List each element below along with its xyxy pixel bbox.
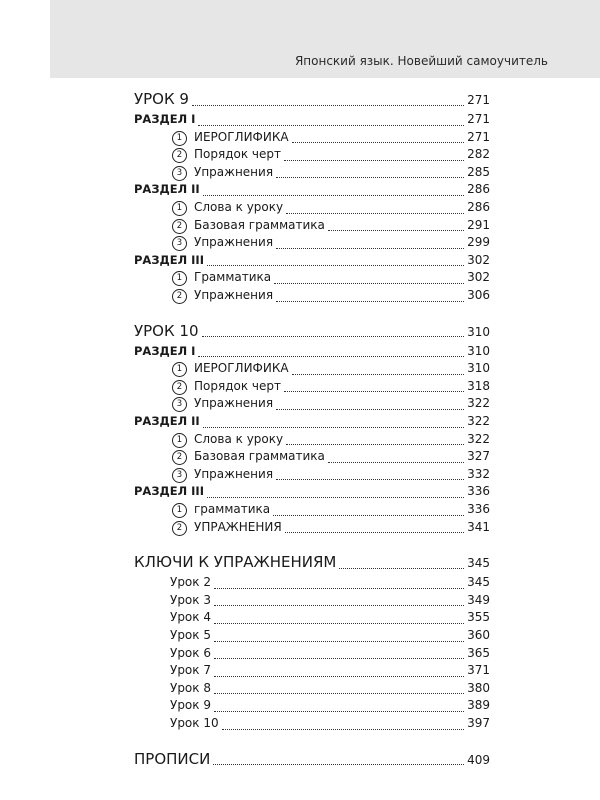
dot-leader — [192, 93, 464, 106]
toc-entry-text: Упражнения — [194, 164, 274, 179]
toc-page-number: 271 — [467, 93, 490, 107]
toc-page-number: 336 — [467, 484, 490, 499]
toc-entry-label — [172, 359, 289, 377]
toc-entry-item — [134, 145, 490, 163]
toc-entry-text: УРОК 9 — [134, 90, 189, 108]
dot-leader — [276, 165, 464, 178]
toc-entry-label — [134, 342, 195, 360]
toc-entry-text: Урок 4 — [170, 610, 211, 625]
circled-number-icon: 1 — [172, 503, 187, 518]
toc-entry-label — [170, 626, 211, 644]
toc-entry-section — [134, 412, 490, 430]
toc-page-number: 271 — [467, 129, 490, 144]
dot-leader — [207, 485, 464, 498]
toc-entry-item — [134, 465, 490, 483]
toc-page-number: 322 — [467, 414, 490, 428]
circled-number-icon: 2 — [172, 219, 187, 234]
toc-entry-lesson — [134, 322, 490, 340]
dot-leader — [339, 556, 464, 569]
toc-page-number: 282 — [467, 147, 490, 162]
toc-entry-text: ИЕРОГЛИФИКА — [194, 361, 289, 376]
toc-entry-label — [172, 500, 270, 518]
dot-leader — [214, 611, 464, 624]
toc-entry-text: Упражнения — [194, 235, 274, 250]
toc-entry-label — [134, 90, 189, 108]
toc-page-number: 306 — [467, 288, 490, 302]
toc-entry-text: Упражнения — [194, 288, 274, 302]
toc-page-number: 310 — [467, 343, 490, 358]
toc-entry-text: РАЗДЕЛ III — [134, 484, 204, 499]
toc-entry-label — [172, 145, 281, 163]
dot-leader — [286, 201, 464, 214]
toc-entry-text: Слова к уроку — [194, 200, 284, 214]
toc-entry-label — [134, 251, 204, 269]
toc-entry-label — [134, 750, 210, 768]
dot-leader — [286, 432, 464, 445]
toc-page-number: 291 — [467, 217, 490, 232]
toc-page-number: 355 — [467, 610, 490, 625]
toc-entry-text: Упражнения — [194, 466, 274, 481]
toc-entry-label — [172, 268, 271, 286]
toc-page-number: 397 — [467, 716, 490, 730]
toc-entry-text: Урок 6 — [170, 645, 211, 660]
dot-leader — [276, 236, 464, 249]
dot-leader — [284, 379, 464, 392]
toc-entry-key — [134, 661, 490, 679]
dot-leader — [276, 397, 464, 410]
toc-entry-item — [134, 500, 490, 518]
circled-number-icon: 1 — [172, 271, 187, 286]
dot-leader — [214, 629, 464, 642]
toc-entry-item — [134, 394, 490, 412]
circled-number-icon: 3 — [172, 166, 187, 181]
toc-entry-text: Базовая грамматика — [194, 217, 325, 232]
dot-leader — [214, 699, 464, 712]
toc-entry-item — [134, 286, 490, 304]
toc-page-number: 336 — [467, 502, 490, 516]
toc-entry-label — [134, 482, 204, 500]
dot-leader — [203, 415, 464, 428]
toc-entry-label — [172, 128, 289, 146]
toc-entry-label — [172, 465, 273, 483]
toc-entry-text: ПРОПИСИ — [134, 749, 211, 768]
toc-entry-label — [170, 679, 211, 697]
toc-entry-key — [134, 696, 490, 714]
toc-entry-key — [134, 679, 490, 697]
toc-entry-label — [134, 412, 200, 430]
dot-leader — [203, 183, 464, 196]
toc-entry-label — [172, 286, 273, 304]
toc-page-number: 285 — [467, 164, 490, 179]
dot-leader — [198, 344, 464, 357]
toc-entry-text: Урок 2 — [170, 575, 211, 590]
circled-number-icon: 1 — [172, 362, 187, 377]
toc-entry-label — [170, 573, 211, 591]
toc-entry-label — [172, 394, 273, 412]
circled-number-icon: 2 — [172, 289, 187, 304]
toc-entry-text: Урок 7 — [170, 663, 211, 678]
circled-number-icon: 2 — [172, 450, 187, 465]
toc-entry-label — [170, 661, 211, 679]
dot-leader — [328, 218, 464, 231]
circled-number-icon: 3 — [172, 397, 187, 412]
toc-entry-item — [134, 447, 490, 465]
dot-leader — [274, 271, 464, 284]
toc-entry-text: КЛЮЧИ К УПРАЖНЕНИЯМ — [134, 553, 337, 572]
toc-page-number: 299 — [467, 235, 490, 250]
toc-entry-item — [134, 198, 490, 216]
toc-entry-text: Урок 8 — [170, 680, 211, 695]
toc-entry-label — [170, 714, 219, 732]
toc-entry-label — [172, 377, 281, 395]
toc-page-number: 318 — [467, 378, 490, 393]
toc-page-number: 409 — [467, 752, 490, 767]
toc-entry-item — [134, 518, 490, 536]
toc-entry-text: Урок 3 — [170, 592, 211, 607]
toc-page-number: 380 — [467, 680, 490, 695]
toc-entry-text: РАЗДЕЛ I — [134, 343, 196, 358]
circled-number-icon: 1 — [172, 433, 187, 448]
dot-leader — [213, 752, 464, 765]
toc-entry-text: Слова к уроку — [194, 431, 284, 446]
toc-entry-label — [134, 322, 199, 340]
toc-entry-key — [134, 714, 490, 732]
toc-entry-key — [134, 626, 490, 644]
dot-leader — [198, 113, 464, 126]
toc-entry-label — [134, 553, 336, 571]
toc-page-number: 322 — [467, 431, 490, 446]
circled-number-icon: 2 — [172, 380, 187, 395]
toc-entry-label — [172, 163, 273, 181]
circled-number-icon: 3 — [172, 468, 187, 483]
toc-entry-text: РАЗДЕЛ I — [134, 112, 196, 126]
toc-entry-text: РАЗДЕЛ II — [134, 182, 200, 197]
toc-entry-label — [170, 696, 211, 714]
toc-page-number: 389 — [467, 698, 490, 713]
toc-page-number: 271 — [467, 112, 490, 126]
toc-entry-lesson — [134, 750, 490, 768]
toc-page-number: 365 — [467, 645, 490, 660]
dot-leader — [273, 503, 464, 516]
toc-page-number: 371 — [467, 663, 490, 678]
dot-leader — [292, 362, 465, 375]
running-head: Японский язык. Новейший самоучитель — [294, 54, 548, 68]
toc-page-number: 310 — [467, 324, 490, 339]
table-of-contents — [134, 90, 490, 780]
toc-entry-item — [134, 377, 490, 395]
toc-entry-label — [172, 447, 325, 465]
toc-entry-text: РАЗДЕЛ II — [134, 414, 200, 428]
dot-leader — [214, 646, 464, 659]
toc-entry-text: Порядок черт — [194, 378, 281, 393]
toc-entry-item — [134, 163, 490, 181]
dot-leader — [214, 664, 464, 677]
toc-entry-label — [170, 644, 211, 662]
toc-entry-text: Урок 9 — [170, 698, 211, 713]
toc-entry-section — [134, 342, 490, 360]
toc-entry-text: Порядок черт — [194, 147, 281, 162]
dot-leader — [276, 289, 464, 302]
toc-entry-text: Грамматика — [194, 270, 272, 285]
dot-leader — [214, 681, 464, 694]
toc-entry-lesson — [134, 553, 490, 571]
dot-leader — [292, 130, 465, 143]
dot-leader — [214, 576, 464, 589]
toc-entry-key — [134, 591, 490, 609]
toc-entry-item — [134, 216, 490, 234]
toc-entry-section — [134, 251, 490, 269]
toc-entry-item — [134, 233, 490, 251]
toc-page-number: 310 — [467, 361, 490, 376]
toc-page-number: 360 — [467, 628, 490, 642]
toc-page-number: 345 — [467, 556, 490, 571]
toc-entry-text: УПРАЖНЕНИЯ — [194, 519, 282, 534]
circled-number-icon: 2 — [172, 521, 187, 536]
toc-entry-text: УРОК 10 — [134, 321, 199, 340]
toc-entry-item — [134, 359, 490, 377]
toc-entry-section — [134, 110, 490, 128]
toc-page-number: 345 — [467, 575, 490, 590]
toc-entry-key — [134, 644, 490, 662]
toc-entry-label — [134, 180, 200, 198]
toc-page-number: 322 — [467, 396, 490, 411]
toc-entry-item — [134, 128, 490, 146]
toc-entry-text: РАЗДЕЛ III — [134, 252, 204, 267]
toc-page-number: 302 — [467, 270, 490, 285]
toc-entry-label — [172, 216, 325, 234]
toc-page-number: 332 — [467, 466, 490, 481]
toc-entry-key — [134, 608, 490, 626]
dot-leader — [207, 253, 464, 266]
toc-page-number: 349 — [467, 592, 490, 607]
toc-entry-item — [134, 268, 490, 286]
dot-leader — [285, 520, 464, 533]
dot-leader — [202, 324, 465, 337]
toc-entry-item — [134, 430, 490, 448]
toc-entry-label — [170, 608, 211, 626]
toc-entry-text: Урок 5 — [170, 628, 211, 642]
circled-number-icon: 2 — [172, 148, 187, 163]
toc-page-number: 341 — [467, 519, 490, 534]
toc-entry-label — [172, 198, 283, 216]
toc-entry-text: Упражнения — [194, 396, 274, 411]
dot-leader — [328, 450, 464, 463]
dot-leader — [222, 717, 464, 730]
toc-entry-label — [172, 518, 282, 536]
dot-leader — [284, 148, 464, 161]
toc-page-number: 327 — [467, 449, 490, 464]
toc-entry-text: ИЕРОГЛИФИКА — [194, 129, 289, 144]
toc-entry-label — [134, 110, 195, 128]
toc-entry-text: Урок 10 — [170, 716, 219, 730]
toc-entry-text: Базовая грамматика — [194, 449, 325, 464]
circled-number-icon: 1 — [172, 201, 187, 216]
toc-page-number: 286 — [467, 182, 490, 197]
dot-leader — [214, 593, 464, 606]
toc-entry-label — [172, 233, 273, 251]
toc-entry-label — [170, 591, 211, 609]
toc-entry-lesson — [134, 90, 490, 108]
toc-entry-section — [134, 482, 490, 500]
toc-entry-label — [172, 430, 283, 448]
toc-entry-text: грамматика — [194, 502, 271, 516]
circled-number-icon: 1 — [172, 131, 187, 146]
toc-entry-key — [134, 573, 490, 591]
dot-leader — [276, 467, 464, 480]
circled-number-icon: 3 — [172, 236, 187, 251]
toc-page-number: 286 — [467, 200, 490, 214]
toc-entry-section — [134, 180, 490, 198]
toc-page-number: 302 — [467, 252, 490, 267]
